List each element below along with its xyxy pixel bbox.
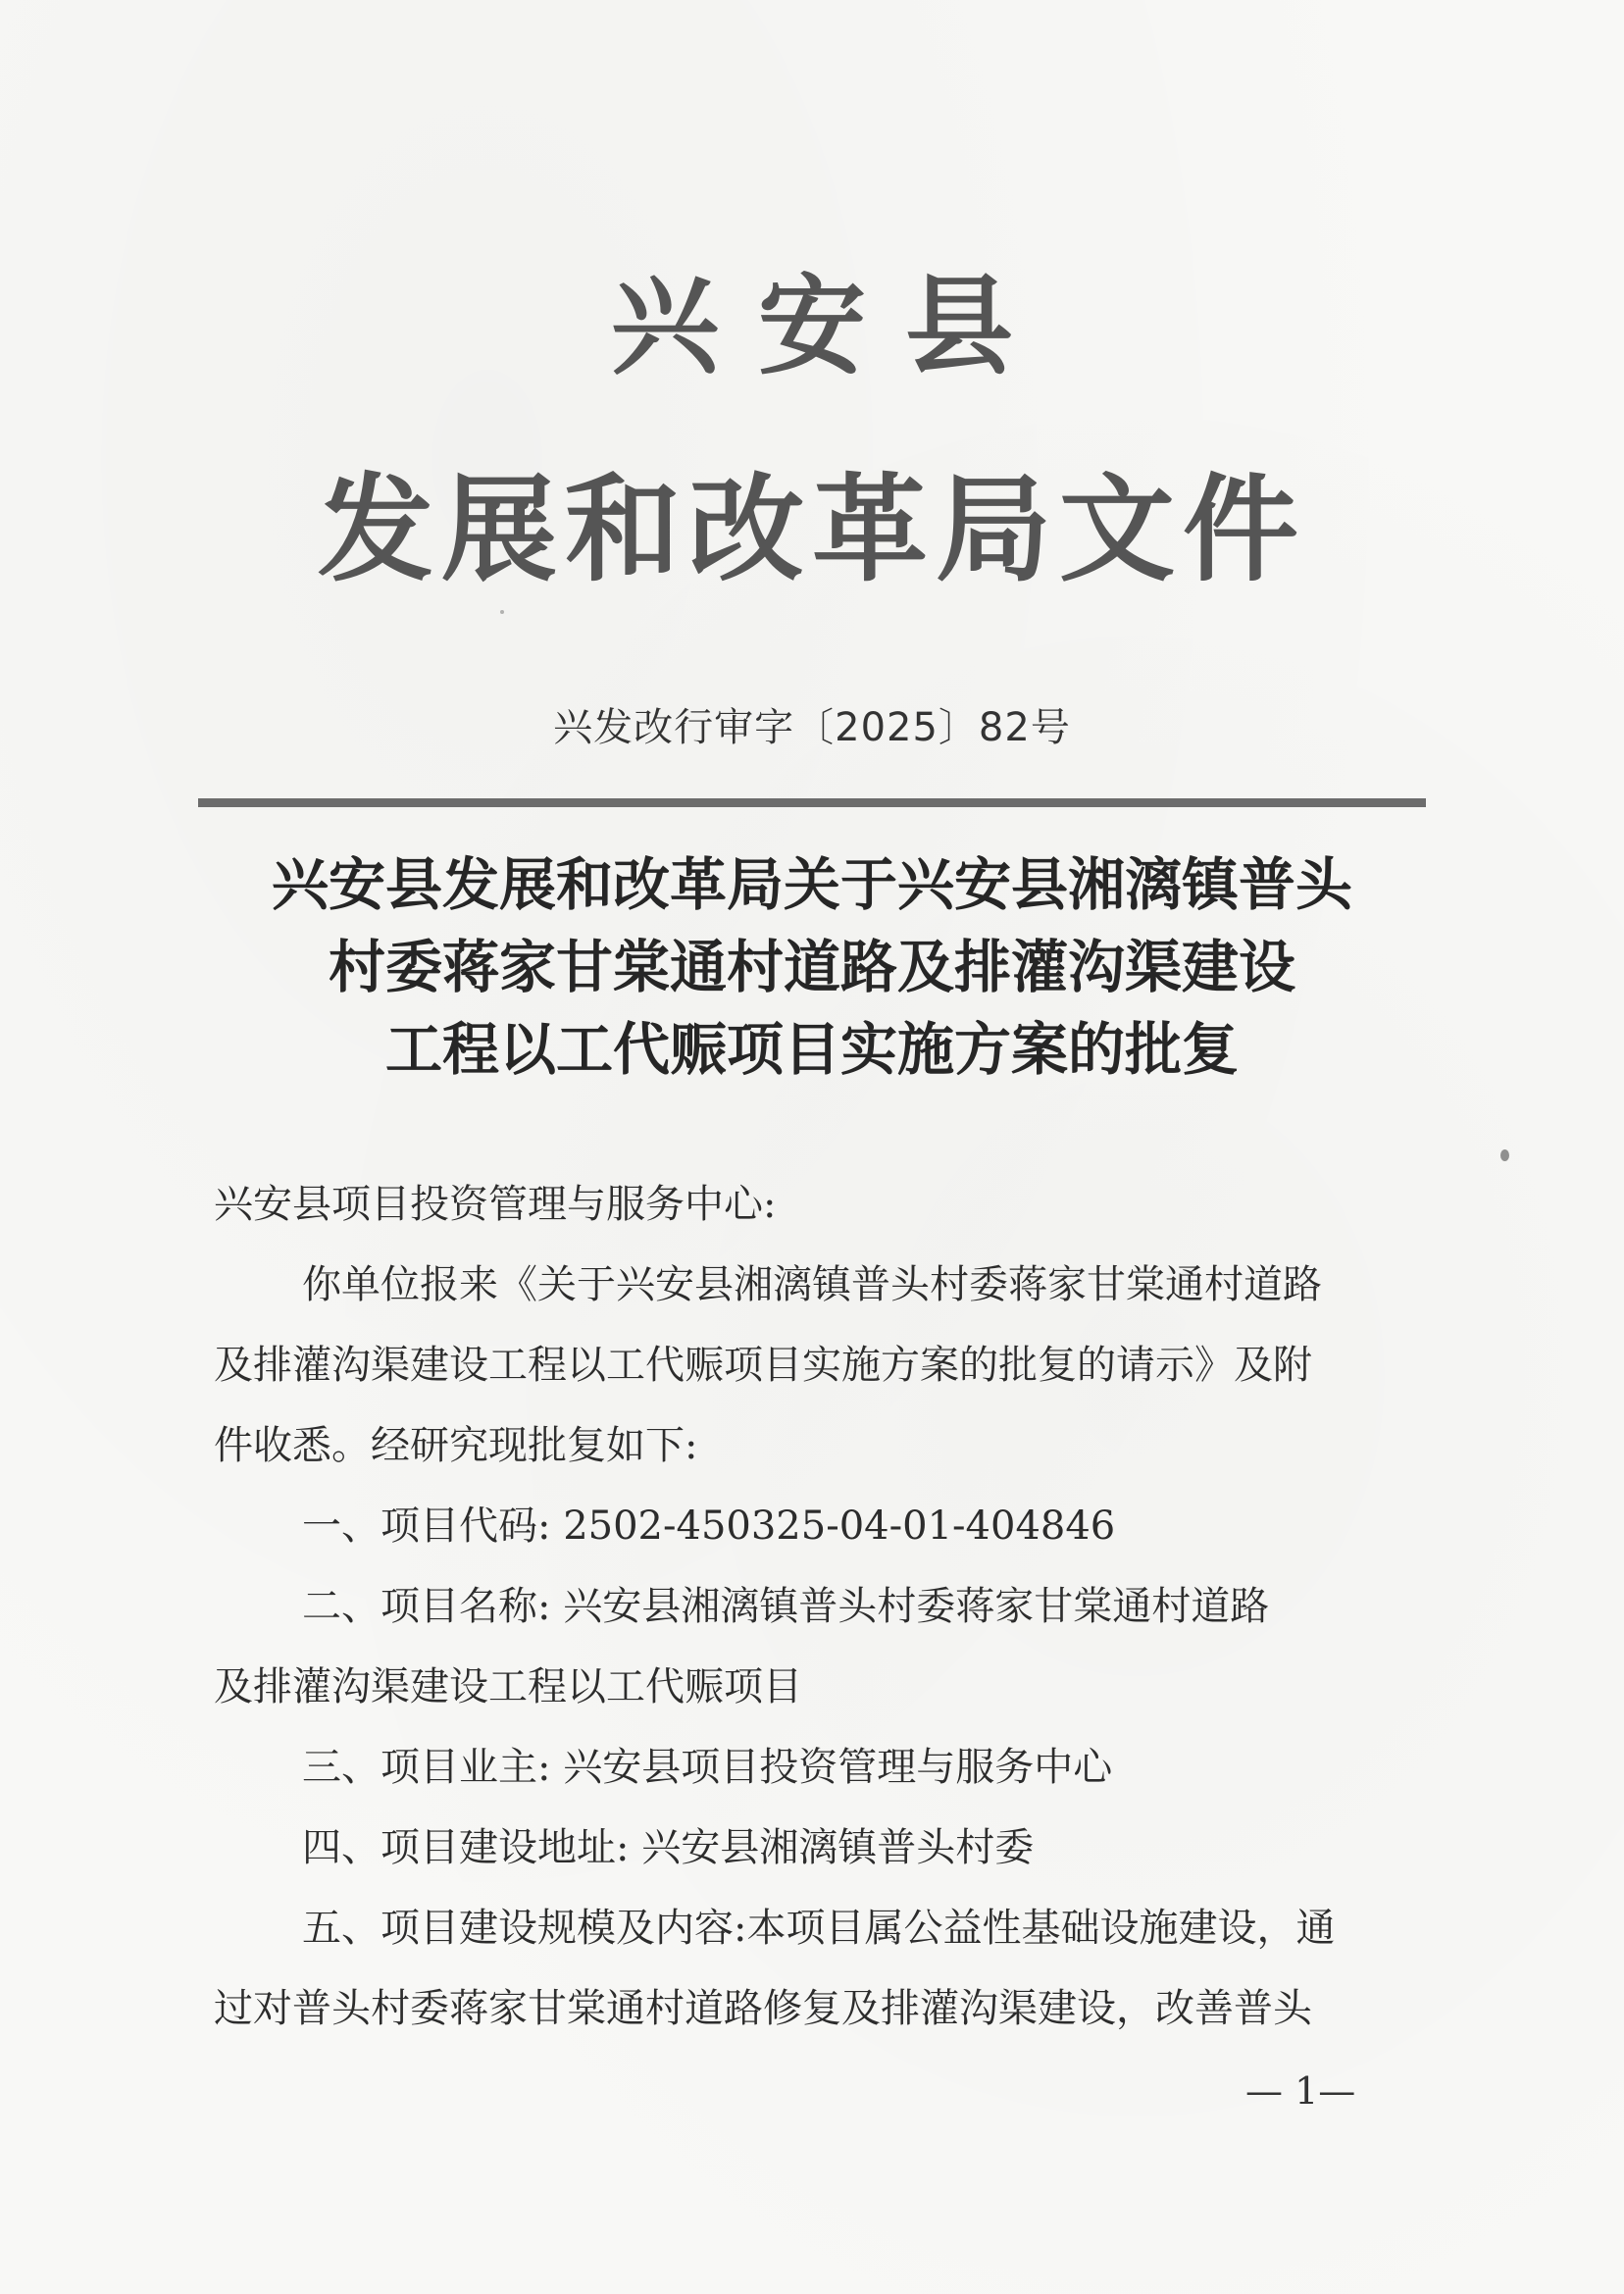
item-project-code: 一、项目代码: 2502-450325-04-01-404846 xyxy=(302,1504,1116,1549)
page-number: — 1— xyxy=(1245,2069,1356,2113)
recipient: 兴安县项目投资管理与服务中心: xyxy=(214,1182,777,1227)
issuer-name-line1: 兴安县 xyxy=(611,263,1052,389)
intro-line2: 及排灌沟渠建设工程以工代赈项目实施方案的批复的请示》及附 xyxy=(214,1343,1312,1388)
document-title-line2: 村委蒋家甘棠通村道路及排灌沟渠建设 xyxy=(328,934,1295,1000)
item-project-scope-line2: 过对普头村委蒋家甘棠通村道路修复及排灌沟渠建设，改善普头 xyxy=(214,1986,1312,2031)
item-project-name-line1: 二、项目名称: 兴安县湘漓镇普头村委蒋家甘棠通村道路 xyxy=(302,1584,1270,1629)
item-project-scope-line1: 五、项目建设规模及内容:本项目属公益性基础设施建设，通 xyxy=(302,1906,1336,1951)
intro-line3: 件收悉。经研究现批复如下: xyxy=(214,1423,698,1468)
intro-line1: 你单位报来《关于兴安县湘漓镇普头村委蒋家甘棠通村道路 xyxy=(302,1262,1322,1307)
document-number: 兴发改行审字〔2025〕82号 xyxy=(553,705,1071,750)
issuer-name-line2: 发展和改革局文件 xyxy=(317,461,1306,597)
item-project-address: 四、项目建设地址: 兴安县湘漓镇普头村委 xyxy=(302,1825,1035,1870)
scan-speck xyxy=(1500,1149,1509,1161)
document-title-line3: 工程以工代赈项目实施方案的批复 xyxy=(384,1016,1239,1083)
scan-speck xyxy=(500,610,504,614)
item-project-owner: 三、项目业主: 兴安县项目投资管理与服务中心 xyxy=(302,1745,1113,1790)
item-project-name-line2: 及排灌沟渠建设工程以工代赈项目 xyxy=(214,1664,802,1709)
header-divider xyxy=(198,798,1426,807)
document-title-line1: 兴安县发展和改革局关于兴安县湘漓镇普头 xyxy=(271,851,1352,918)
